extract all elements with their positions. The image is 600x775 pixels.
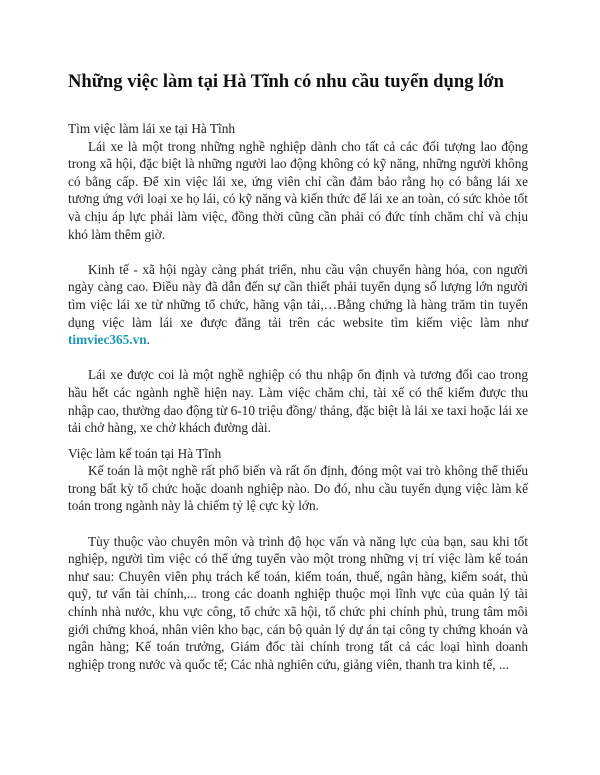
paragraph: Tùy thuộc vào chuyên môn và trình độ học vấn và năng lực của bạn, sau khi tốt nghiệp, người tìm việc có thể ứng tuyển vào một trong những vị trí việc làm kế toán như sau: Chuyên viên phụ trách kế toán, kiểm toán, thuế, ngân hàng, kiểm soát, thủ quỹ, tư vấn tài chính,... trong các doanh nghiệp thuộc mọi lĩnh vực của quản lý tài chính nhà nước, khu vực công, tổ chức xã hội, tổ chức phi chính phủ, trung tâm môi giới chứng khoá, nhân viên kho bạc, cán bộ quản lý dự án tại công ty chứng khoán và ngân hàng; Kế toán trưởng, Giám đốc tài chính trong tất cả các loại hình doanh nghiệp trong nước và quốc tế; Các nhà nghiên cứu, giảng viên, thanh tra kinh tế, ...: [68, 533, 528, 672]
paragraph: Kế toán là một nghề rất phổ biến và rất ổn định, đóng một vai trò không thể thiếu trong bất kỳ tổ chức hoặc doanh nghiệp nào. Do đó, nhu cầu tuyển dụng việc làm kế toán trong ngành này là chiếm tỷ lệ cực kỳ lớn.: [68, 463, 528, 514]
timviec365-link[interactable]: timviec365.vn: [68, 332, 147, 348]
paragraph-text-end: .: [146, 332, 150, 348]
paragraph: Lái xe là một trong những nghề nghiệp dành cho tất cả các đối tượng lao động trong xã hội, đặc biệt là những người lao động không có kỹ năng, những người không có bằng cấp. Để xin việc lái xe, ứng viên chỉ cần đảm bảo rằng họ có bằng lái xe tương ứng với loại xe họ lái, có kỹ năng và kiến thức để lái xe an toàn, có sức khỏe tốt và chịu áp lực phải làm việc, đồng thời cũng cần phải có đức tính chăm chỉ và chịu khó làm thêm giờ.: [68, 138, 528, 242]
paragraph-with-link: [68, 261, 528, 349]
paragraph: Lái xe được coi là một nghề nghiệp có thu nhập ổn định và tương đối cao trong hầu hết các ngành nghề hiện nay. Làm việc chăm chỉ, tài xế có thể kiếm được thu nhập cao, thường dao động từ 6-10 triệu đồng/ tháng, đặc biệt là lái xe taxi hoặc lái xe tải chở hàng, xe chở khách đường dài.: [68, 367, 528, 436]
article-body: [68, 120, 528, 673]
section-heading-accounting: Việc làm kế toán tại Hà Tĩnh: [68, 445, 222, 461]
page-title: Những việc làm tại Hà Tĩnh có nhu cầu tuyển dụng lớn: [68, 71, 504, 92]
section-heading-driver: Tìm việc làm lái xe tại Hà Tĩnh: [68, 121, 236, 136]
paragraph-text: Kinh tế - xã hội ngày càng phát triển, nhu cầu vận chuyển hàng hóa, con người ngày càng cao. Điều này đã dẫn đến sự cần thiết phải tuyển dụng số lượng lớn người tìm việc lái xe từ những tổ chức, hãng vận tải,…Bằng chứng là hàng trăm tin tuyển dụng việc làm lái xe được đăng tải trên các website tìm kiếm việc làm như: [68, 261, 528, 330]
